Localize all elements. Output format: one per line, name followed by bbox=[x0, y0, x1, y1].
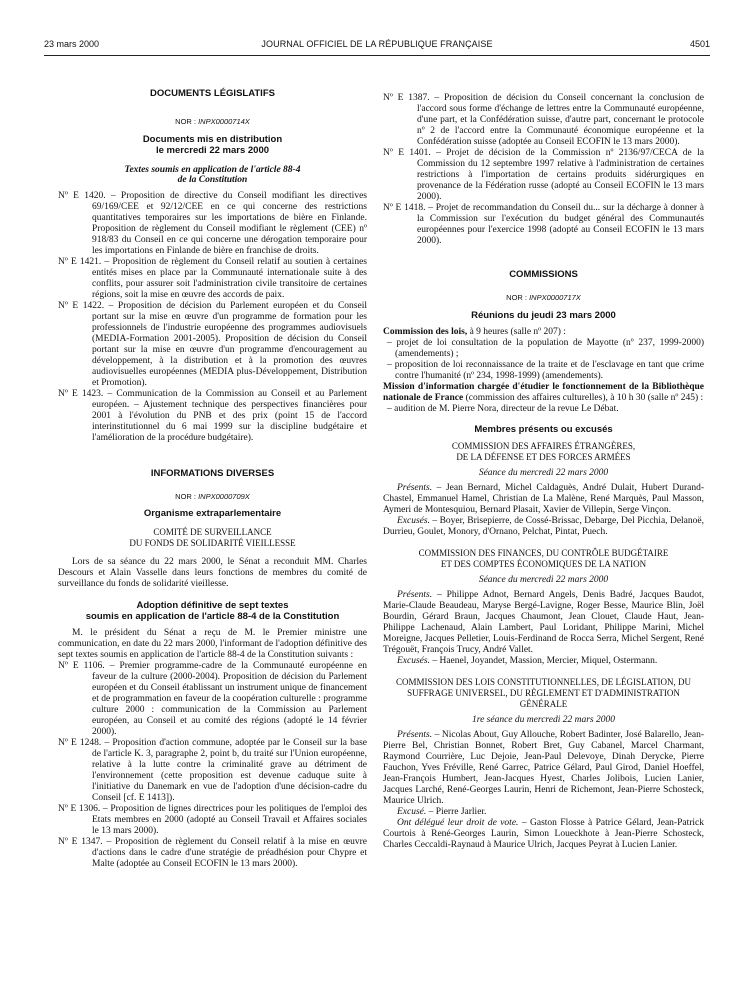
list-item: Nº E 1347. – Proposition de règlement du Conseil relatif à la mise en œuvre d'actions dans le cadre d'une stratégie de préadhésion pour Chypre et Malte (adoptée au Conseil ECOFIN le 13 mars 2000). bbox=[58, 837, 367, 869]
subsection-title: Organisme extraparlementaire bbox=[143, 508, 282, 519]
committee-name: COMMISSION DES LOIS CONSTITUTIONNELLES, DE LÉGISLATION, DU SUFFRAGE UNIVERSEL, DU RÈGLEMENT ET D'ADMINISTRATION GÉNÉRALE bbox=[396, 677, 691, 709]
paragraph: M. le président du Sénat a reçu de M. le Premier ministre une communication, en date du 22 mars 2000, l'informant de l'adoption définitive des sept textes soumis en application de l'article 88-4 de la Constitution suivants : bbox=[58, 628, 367, 660]
section-title: INFORMATIONS DIVERSES bbox=[150, 468, 275, 479]
nor-reference: NOR : INPX0000714X bbox=[175, 117, 250, 126]
attendance-present: Présents. – Nicolas About, Guy Allouche, Robert Badinter, José Balarello, Jean-Pierre Bel, Christian Bonnet, Robert Bret, Guy Cabanel, Marcel Charmant, Raymond Courrière, Luc Dejoie, Jean-Paul Delevoye, Dinah Derycke, Pierre Fauchon, Yves Fréville, René Garrec, Patrice Gélard, Paul Girod, Daniel Hoeffel, Jean-François Humbert, Jean-Jacques Hyest, Charles Jolibois, Lucien Lanier, Jacques Larché, René-Georges Laurin, Henri de Richemont, Jean-Pierre Schosteck, Maurice Ulrich. bbox=[383, 730, 704, 806]
attendance-excused: Excusé. – Pierre Jarlier. bbox=[397, 807, 487, 817]
subsection-title: Réunions du jeudi 23 mars 2000 bbox=[471, 310, 616, 321]
list-item: Nº E 1423. – Communication de la Commission au Conseil et au Parlement européen. – Ajustement technique des perspectives financières pour 2001 à l'évolution du PNB et des prix (point 15 de l'accord interinstitutionnel du 6 mai 1999 sur la discipline budgétaire et l'amélioration de la procédure budgétaire). bbox=[58, 389, 367, 443]
session-date: 1re séance du mercredi 22 mars 2000 bbox=[471, 715, 615, 725]
session-date: Séance du mercredi 22 mars 2000 bbox=[478, 468, 609, 478]
list-item: Nº E 1306. – Proposition de lignes directrices pour les politiques de l'emploi des Etats membres en 2000 (adopté au Conseil Travail et Affaires sociales le 13 mars 2000). bbox=[58, 804, 367, 836]
section-title: DOCUMENTS LÉGISLATIFS bbox=[150, 88, 275, 99]
list-item: Nº E 1401. – Projet de décision de la Commission nº 2136/97/CECA de la Commission du 12 septembre 1997 relative à l'administration de certaines restrictions à l'importation de certains produits sidérurgiques en provenance de la Fédération russe (adopté au Conseil ECOFIN le 13 mars 2000). bbox=[383, 148, 704, 202]
right-column bbox=[383, 93, 704, 851]
list-item: Nº E 1422. – Proposition de décision du Parlement européen et du Conseil portant sur la mise en œuvre d'un programme de formation pour les professionnels de l'industrie européenne des programmes audiovisuels (MEDIA-Formation 2001-2005). Proposition de décision du Conseil portant sur la mise en œuvre d'un programme d'encouragement au développement, à la distribution et à la promotion des œuvres audiovisuelles européennes (MEDIA plus-Développement, Distribution et Promotion). bbox=[58, 301, 367, 388]
subsection-title: Adoption définitive de sept textes soumis en application de l'article 88-4 de la Constitution bbox=[85, 600, 340, 622]
meeting-heading: Commission des lois, à 9 heures (salle nº 207) : bbox=[383, 327, 566, 337]
subsection-italic-title: Textes soumis en application de l'article 88-4 de la Constitution bbox=[124, 165, 301, 185]
attendance-present: Présents. – Philippe Adnot, Bernard Angels, Denis Badré, Jacques Baudot, Marie-Claude Beaudeau, Maryse Bergé-Lavigne, Roger Besse, Maurice Blin, Joël Bourdin, Gérard Braun, Jacques Chaumont, Jean Clouet, Claude Haut, Jean-Philippe Lachenaud, Alain Lambert, Paul Loridant, Philippe Marini, Michel Moreigne, Jacques Pelletier, Louis-Ferdinand de Rocca Serra, Michel Sergent, René Trégouët, François Trucy, André Vallet. bbox=[383, 590, 704, 655]
nor-reference: NOR : INPX0000709X bbox=[175, 492, 250, 501]
header-rule bbox=[44, 55, 710, 56]
list-item: Nº E 1248. – Proposition d'action commune, adoptée par le Conseil sur la base de l'article K. 3, paragraphe 2, point b, du traité sur l'Union européenne, relative à la lutte contre la criminalité grave au détriment de l'environnement (cette proposition est devenue caduque suite à l'initiative du Danemark en vue de l'adoption d'une décision-cadre du Conseil [cf. E 1413]). bbox=[58, 738, 367, 803]
list-item: Nº E 1418. – Projet de recommandation du Conseil du... sur la décharge à donner à la Commission sur l'exécution du budget général des Communautés européennes pour l'exercice 1998 (adopté au Conseil ECOFIN le 13 mars 2000). bbox=[383, 203, 704, 246]
header-date: 23 mars 2000 bbox=[44, 39, 100, 49]
attendance-excused: Excusés. – Boyer, Brisepierre, de Cossé-Brissac, Debarge, Del Picchia, Delanoë, Durrieu, Goulet, Monory, d'Ornano, Pelchat, Pintat, Puech. bbox=[383, 516, 704, 537]
attendance-excused: Excusés. – Haenel, Joyandet, Massion, Mercier, Miquel, Ostermann. bbox=[397, 656, 658, 666]
journal-title: JOURNAL OFFICIEL DE LA RÉPUBLIQUE FRANÇAISE bbox=[261, 39, 493, 49]
list-item: Nº E 1421. – Proposition de règlement du Conseil relatif au soutien à certaines entités mises en place par la Communauté internationale suite à des conflits, pour assurer soit l'administration civile transitoire de certaines régions, soit la mise en œuvre des accords de paix. bbox=[58, 257, 367, 300]
page-number: 4501 bbox=[689, 39, 710, 49]
agenda-item: – proposition de loi reconnaissance de la traite et de l'esclavage en tant que crime contre l'humanité (nº 234, 1998-1999) (amendements). bbox=[387, 360, 704, 381]
subsection-title: Documents mis en distribution le mercredi 22 mars 2000 bbox=[142, 134, 283, 156]
session-date: Séance du mercredi 22 mars 2000 bbox=[478, 575, 609, 585]
section-title: COMMISSIONS bbox=[509, 269, 578, 280]
list-item: Nº E 1420. – Proposition de directive du Conseil modifiant les directives 69/169/CEE et 92/12/CEE en ce qui concerne des restrictions quantitatives temporaires sur les importations de bière en Finlande. Proposition de règlement du Conseil modifiant le règlement (CEE) nº 918/83 du Conseil en ce qui concerne une dérogation temporaire pour les importations en Finlande de bière en franchise de droits. bbox=[58, 191, 367, 256]
list-item: Nº E 1387. – Proposition de décision du Conseil concernant la conclusion de l'accord sous forme d'échange de lettres entre la Communauté européenne, d'une part, et la Confédération suisse, d'autre part, concernant le protocole nº 2 de l'accord entre la Communauté économique européenne et la Confédération suisse (adoptée au Conseil ECOFIN le 13 mars 2000). bbox=[383, 93, 704, 147]
attendance-present: Présents. – Jean Bernard, Michel Caldaguès, André Dulait, Hubert Durand-Chastel, Emmanuel Hamel, Christian de La Malène, René Marquès, Paul Masson, Aymeri de Montesquiou, Bernard Plasait, Xavier de Villepin, Serge Vinçon. bbox=[383, 483, 704, 515]
page-header bbox=[44, 39, 710, 53]
committee-name: COMMISSION DES FINANCES, DU CONTRÔLE BUDGÉTAIRE ET DES COMPTES ÉCONOMIQUES DE LA NATION bbox=[418, 548, 669, 569]
paragraph: Lors de sa séance du 22 mars 2000, le Sénat a reconduit MM. Charles Descours et Alain Vasselle dans leurs fonctions de membres du comité de surveillance du fonds de solidarité vieillesse. bbox=[58, 557, 367, 589]
list-item: Nº E 1106. – Premier programme-cadre de la Communauté européenne en faveur de la culture (2000-2004). Proposition de décision du Parlement européen et du Conseil établissant un instrument unique de financement et de programmation en faveur de la coopération culturelle : programme culture 2000 : communication de la Commission au Parlement européen, au Conseil et au comité des régions (adopté le 14 février 2000). bbox=[58, 661, 367, 737]
subsection-title: Membres présents ou excusés bbox=[474, 424, 613, 435]
meeting-heading: Mission d'information chargée d'étudier le fonctionnement de la Bibliothèque nationale de France (commission des affaires culturelles), à 10 h 30 (salle nº 245) : bbox=[383, 382, 704, 403]
left-column bbox=[58, 88, 367, 870]
agenda-item: – projet de loi consultation de la population de Mayotte (nº 237, 1999-2000) (amendements) ; bbox=[387, 338, 704, 359]
vote-delegation: Ont délégué leur droit de vote. – Gaston Flosse à Patrice Gélard, Jean-Patrick Courtois à René-Georges Laurin, Simon Loueckhote à Jean-Pierre Schosteck, Charles Ceccaldi-Raynaud à Maurice Ulrich, Jacques Peyrat à Lucien Lanier. bbox=[383, 818, 704, 850]
committee-name: COMITÉ DE SURVEILLANCE DU FONDS DE SOLIDARITÉ VIEILLESSE bbox=[129, 527, 296, 548]
agenda-item: – audition de M. Pierre Nora, directeur de la revue Le Débat. bbox=[387, 404, 619, 414]
nor-reference: NOR : INPX0000717X bbox=[506, 293, 581, 302]
committee-name: COMMISSION DES AFFAIRES ÉTRANGÈRES, DE LA DÉFENSE ET DES FORCES ARMÉES bbox=[451, 441, 636, 462]
